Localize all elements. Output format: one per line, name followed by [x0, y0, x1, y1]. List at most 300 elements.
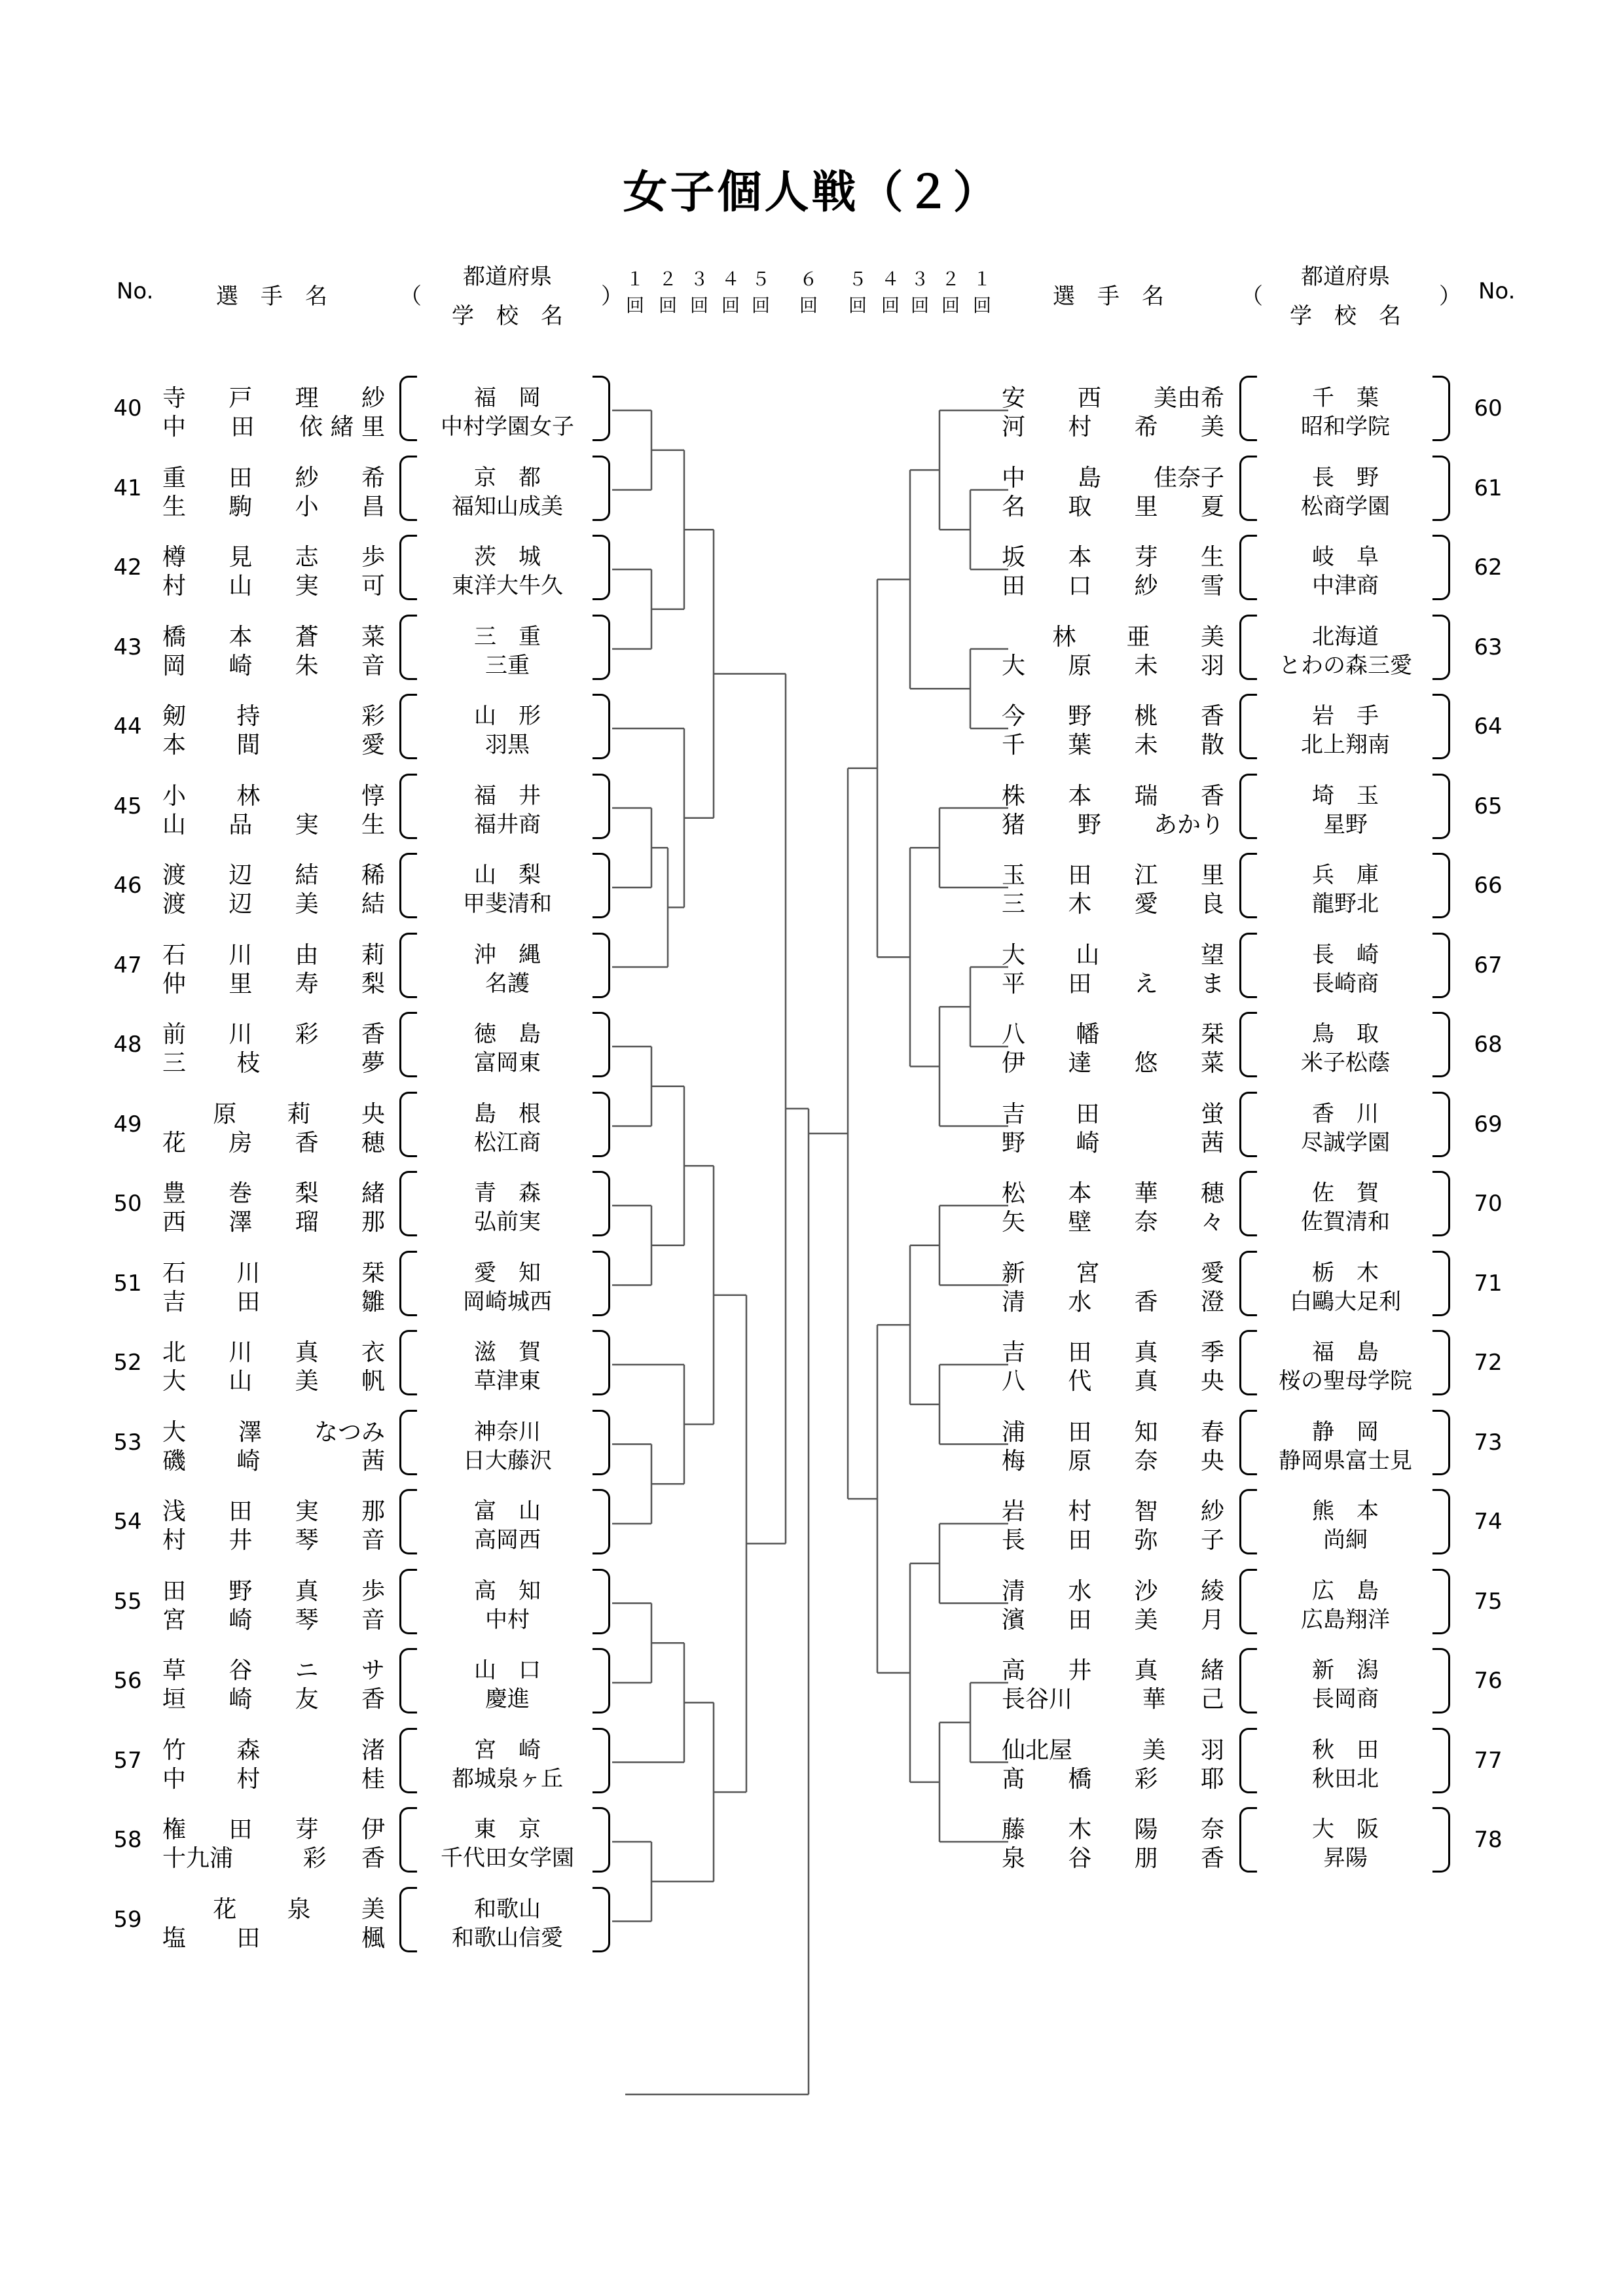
name-part: 愛: [1134, 891, 1158, 918]
name-part: 実: [295, 1498, 319, 1525]
name-part: ま: [1200, 970, 1224, 997]
name-part: 田: [1076, 1100, 1100, 1128]
entry-number: 66: [1474, 872, 1503, 899]
header-pref-left: 都道府県: [463, 264, 552, 290]
player-name: [162, 567, 385, 601]
entry-number: 76: [1474, 1668, 1503, 1694]
school-name: 福井商: [474, 811, 541, 838]
name-part: 田: [1068, 1527, 1092, 1554]
round-number-left: １: [625, 268, 645, 290]
entry-number: 60: [1474, 395, 1503, 422]
school-name: とわの森三愛: [1279, 652, 1412, 679]
prefecture: 長 野: [1312, 464, 1379, 491]
name-part: 雪: [1200, 573, 1224, 600]
name-part: 栞: [361, 1259, 385, 1287]
school-name: 松商学園: [1301, 493, 1390, 520]
name-part: 藤: [1002, 1816, 1026, 1843]
player-name: [162, 1363, 385, 1396]
name-part: 美: [295, 891, 319, 918]
name-part: 林: [1052, 623, 1076, 651]
name-part: 生: [361, 811, 385, 838]
name-part: 坂: [1002, 544, 1026, 571]
header-paren-close-right: ）: [1439, 283, 1461, 310]
name-part: 辺: [228, 891, 253, 918]
name-part: 吉: [1002, 1100, 1026, 1128]
school-name: 長崎商: [1312, 970, 1379, 997]
name-part: 矢: [1002, 1209, 1026, 1236]
name-part: 岡: [162, 652, 187, 679]
name-part: 真: [295, 1339, 319, 1366]
school-name: 佐賀清和: [1301, 1209, 1390, 1235]
name-part: 未: [1134, 732, 1158, 759]
name-part: 岩: [1002, 1498, 1026, 1525]
name-part: 里: [1134, 493, 1158, 520]
name-part: 奈: [1134, 1447, 1158, 1475]
player-name: [162, 1522, 385, 1555]
school-name: 富岡東: [474, 1050, 541, 1076]
school-name: 名護: [485, 970, 530, 997]
name-part: 口: [1068, 573, 1092, 600]
name-part: 央: [361, 1100, 385, 1128]
name-part: 取: [1068, 493, 1092, 520]
name-part: 本: [1068, 782, 1092, 810]
name-part: 谷: [228, 1657, 253, 1684]
name-part: 田: [1002, 573, 1026, 600]
name-part: 大: [1002, 652, 1026, 679]
name-part: 香: [1200, 1845, 1224, 1872]
name-part: 達: [1068, 1050, 1092, 1077]
name-part: 野: [1077, 811, 1101, 838]
name-part: 々: [1200, 1209, 1224, 1236]
name-part: 衣: [361, 1339, 385, 1366]
header-school-right: 学 校 名: [1290, 303, 1401, 329]
name-part: 野: [228, 1577, 253, 1605]
round-number-left: ３: [689, 268, 709, 290]
player-name: [1002, 1602, 1224, 1635]
round-number-left: ４: [721, 268, 740, 290]
school-name: 都城泉ヶ丘: [452, 1765, 563, 1792]
name-part: 香: [361, 1845, 385, 1872]
school-name: 星野: [1323, 811, 1368, 838]
name-part: 彩: [1134, 1765, 1158, 1793]
name-part: 磯: [162, 1447, 187, 1475]
round-mark-left: 回: [721, 295, 740, 316]
player-name: [1002, 408, 1224, 442]
name-part: 十九浦: [162, 1845, 234, 1872]
name-part: 西: [1077, 385, 1101, 412]
name-part: 橋: [1068, 1765, 1092, 1793]
prefecture: 富 山: [474, 1498, 541, 1524]
prefecture: 島 根: [474, 1100, 541, 1127]
prefecture: 三 重: [474, 623, 541, 650]
name-part: 弥: [1134, 1527, 1158, 1554]
name-part: 原: [213, 1100, 237, 1128]
name-part: 垣: [162, 1686, 187, 1713]
round-number-right: １: [972, 268, 992, 290]
prefecture: 秋 田: [1312, 1736, 1379, 1763]
name-part: 田: [230, 414, 255, 440]
name-part: 瑠: [295, 1209, 319, 1236]
name-part: 羽: [1200, 652, 1224, 679]
name-part: 小: [162, 782, 187, 810]
name-part: 河: [1002, 414, 1026, 440]
name-part: 重: [162, 464, 187, 492]
player-name: [1002, 1045, 1224, 1078]
name-part: 田: [236, 1924, 261, 1952]
name-part: 散: [1200, 732, 1224, 759]
name-part: 泉: [287, 1895, 311, 1923]
player-name: [1002, 1840, 1224, 1873]
prefecture: 福 島: [1312, 1339, 1379, 1365]
page-title: 女子個人戦（２）: [623, 167, 1000, 219]
name-part: 希: [361, 464, 385, 492]
prefecture: 神奈川: [474, 1418, 541, 1445]
name-part: 枝: [236, 1050, 261, 1077]
name-part: 江: [1134, 862, 1158, 889]
entry-number: 57: [113, 1747, 142, 1774]
name-part: 泉: [1002, 1845, 1026, 1872]
prefecture: 埼 玉: [1312, 782, 1379, 809]
name-part: 緒: [1200, 1657, 1224, 1684]
player-name: [162, 647, 385, 681]
name-part: 紗: [1200, 1498, 1224, 1525]
school-name: 尽誠学園: [1301, 1129, 1390, 1156]
name-part: 渚: [361, 1736, 385, 1764]
name-part: 本: [228, 623, 253, 651]
name-part: 長: [1002, 1527, 1026, 1554]
name-part: 澤: [228, 1209, 253, 1236]
prefecture: 宮 崎: [474, 1736, 541, 1763]
name-part: 石: [162, 941, 187, 969]
name-part: 渡: [162, 891, 187, 918]
header-player-left: 選 手 名: [216, 283, 327, 310]
name-part: 桃: [1134, 703, 1158, 730]
name-part: 竹: [162, 1736, 187, 1764]
school-name: 白鷗大足利: [1290, 1288, 1401, 1315]
name-part: 草: [162, 1657, 187, 1684]
name-part: 村: [162, 573, 187, 600]
player-name: [162, 1045, 385, 1078]
name-part: 本: [1068, 1180, 1092, 1207]
school-name: 秋田北: [1312, 1765, 1379, 1792]
name-part: 梅: [1002, 1447, 1026, 1475]
name-part: 葉: [1068, 732, 1092, 759]
prefecture: 茨 城: [474, 544, 541, 570]
name-part: 崎: [228, 1606, 253, 1634]
name-part: 羽: [1200, 1736, 1224, 1764]
round-mark-left: 回: [625, 295, 645, 316]
entry-number: 75: [1474, 1588, 1503, 1615]
school-name: 和歌山信愛: [452, 1924, 563, 1951]
name-part: 美: [1200, 623, 1224, 651]
name-part: 佳奈子: [1153, 464, 1224, 492]
name-part: 志: [295, 544, 319, 571]
name-part: 央: [1200, 1447, 1224, 1475]
name-part: 田: [236, 1288, 261, 1316]
name-part: 山: [228, 1368, 253, 1395]
name-part: 紗: [1134, 573, 1158, 600]
name-part: 井: [228, 1527, 253, 1554]
prefecture: 新 潟: [1312, 1657, 1379, 1683]
name-part: 谷: [1068, 1845, 1092, 1872]
name-part: 里: [228, 970, 253, 997]
entry-number: 68: [1474, 1031, 1503, 1058]
prefecture: 熊 本: [1312, 1498, 1379, 1524]
name-part: 悠: [1134, 1050, 1158, 1077]
name-part: 蛍: [1200, 1100, 1224, 1128]
school-name: 広島翔洋: [1301, 1606, 1390, 1633]
name-part: 房: [228, 1129, 253, 1157]
name-part: 香: [1134, 1288, 1158, 1316]
header-paren-open-right: （: [1241, 283, 1263, 310]
school-name: 昭和学院: [1301, 414, 1390, 440]
player-name: [1002, 567, 1224, 601]
name-part: 中: [162, 414, 187, 440]
name-part: 彩: [361, 703, 385, 730]
entry-number: 50: [113, 1191, 142, 1217]
name-part: 花: [162, 1129, 187, 1157]
entry-number: 55: [113, 1588, 142, 1615]
name-part: 宮: [162, 1606, 187, 1634]
name-part: 浦: [1002, 1418, 1026, 1446]
name-part: 伊: [1002, 1050, 1026, 1077]
school-name: 千代田女学園: [441, 1845, 574, 1871]
round-number-left: ５: [751, 268, 771, 290]
round-number-left: ２: [658, 268, 678, 290]
name-part: 真: [1134, 1339, 1158, 1366]
name-part: 梨: [295, 1180, 319, 1207]
name-part: 菜: [361, 623, 385, 651]
name-part: 未: [1134, 652, 1158, 679]
entry-number: 69: [1474, 1111, 1503, 1138]
name-part: 莉: [361, 941, 385, 969]
name-part: 那: [361, 1498, 385, 1525]
name-part: 実: [295, 573, 319, 600]
school-name: 甲斐清和: [463, 891, 552, 917]
name-part: 名: [1002, 493, 1026, 520]
round-number-right: ３: [910, 268, 930, 290]
name-part: 良: [1200, 891, 1224, 918]
name-part: 栞: [1200, 1021, 1224, 1048]
player-name: [1002, 1204, 1224, 1237]
school-name: 中津商: [1312, 573, 1379, 599]
entry-number: 63: [1474, 634, 1503, 660]
name-part: 三: [162, 1050, 187, 1077]
name-part: 清: [1002, 1577, 1026, 1605]
name-part: 寺: [162, 385, 187, 412]
player-name: [1002, 647, 1224, 681]
school-name: 中村学園女子: [441, 414, 574, 440]
name-part: 野: [1002, 1129, 1026, 1157]
school-name: 桜の聖母学院: [1279, 1368, 1412, 1394]
prefecture: 佐 賀: [1312, 1180, 1379, 1206]
name-part: 本: [162, 732, 187, 759]
name-part: あかり: [1153, 811, 1224, 838]
player-name: [162, 1920, 385, 1953]
name-part: 月: [1200, 1606, 1224, 1634]
school-name: 草津東: [474, 1368, 541, 1394]
name-part: 持: [236, 703, 261, 730]
name-part: 木: [1068, 1816, 1092, 1843]
name-part: 吉: [1002, 1339, 1026, 1366]
name-part: 前: [162, 1021, 187, 1048]
name-part: 奈: [1200, 1816, 1224, 1843]
header-pref-right: 都道府県: [1301, 264, 1390, 290]
prefecture: 大 阪: [1312, 1816, 1379, 1842]
name-part: 玉: [1002, 862, 1026, 889]
name-part: 高: [1002, 1657, 1026, 1684]
name-part: 木: [1068, 891, 1092, 918]
prefecture: 山 梨: [474, 862, 541, 888]
name-part: 伊: [361, 1816, 385, 1843]
name-part: 崎: [1076, 1129, 1100, 1157]
school-name: 昇陽: [1323, 1845, 1368, 1871]
name-part: 山: [1076, 941, 1100, 969]
school-name: 岡崎城西: [463, 1288, 552, 1315]
name-part: 里: [1200, 862, 1224, 889]
header-paren-close-left: ）: [601, 283, 623, 310]
round-mark-left: 回: [689, 295, 709, 316]
entry-number: 74: [1474, 1509, 1503, 1535]
name-part: 奈: [1134, 1209, 1158, 1236]
name-part: 雛: [361, 1288, 385, 1316]
name-part: 美: [361, 1895, 385, 1923]
name-part: 美由希: [1153, 385, 1224, 412]
name-part: 朋: [1134, 1845, 1158, 1872]
name-part: 川: [228, 1339, 253, 1366]
name-part: 華: [1134, 1180, 1158, 1207]
name-part: 塩: [162, 1924, 187, 1952]
name-part: 稀: [361, 862, 385, 889]
entry-number: 70: [1474, 1191, 1503, 1217]
player-name: [162, 965, 385, 999]
name-part: 水: [1068, 1288, 1092, 1316]
header-no-right: No.: [1478, 278, 1516, 304]
prefecture: 広 島: [1312, 1577, 1379, 1604]
name-part: サ: [361, 1657, 385, 1684]
name-part: 川: [228, 1021, 253, 1048]
name-part: 友: [295, 1686, 319, 1713]
name-part: 濱: [1002, 1606, 1026, 1634]
player-name: [162, 1840, 385, 1873]
prefecture: 長 崎: [1312, 941, 1379, 968]
player-name: [162, 1443, 385, 1476]
entry-number: 52: [113, 1350, 142, 1376]
name-part: 美: [1142, 1736, 1166, 1764]
player-name: [162, 1283, 385, 1317]
school-name: 中村: [485, 1606, 530, 1633]
name-part: 崎: [236, 1447, 261, 1475]
name-part: 歩: [361, 544, 385, 571]
entry-number: 53: [113, 1429, 142, 1456]
player-name: [162, 1204, 385, 1237]
name-part: 季: [1200, 1339, 1224, 1366]
name-part: 穂: [361, 1129, 385, 1157]
name-part: 山: [228, 573, 253, 600]
player-name: [162, 1602, 385, 1635]
name-part: 八: [1002, 1368, 1026, 1395]
round-mark-right: 回: [881, 295, 900, 316]
name-part: 橋: [162, 623, 187, 651]
header-school-left: 学 校 名: [452, 303, 563, 329]
player-name: [162, 408, 385, 442]
entry-number: 62: [1474, 554, 1503, 581]
name-part: 美: [1200, 414, 1224, 440]
name-part: 大: [162, 1368, 187, 1395]
name-part: 清: [1002, 1288, 1026, 1316]
name-part: 小: [295, 493, 319, 520]
name-part: 生: [162, 493, 187, 520]
name-part: 瑞: [1134, 782, 1158, 810]
name-part: 吉: [162, 1288, 187, 1316]
prefecture: 岐 阜: [1312, 544, 1379, 570]
name-part: 結: [361, 891, 385, 918]
player-name: [1002, 806, 1224, 840]
player-name: [1002, 488, 1224, 522]
player-name: [162, 1124, 385, 1158]
name-part: 実: [295, 811, 319, 838]
prefecture: 岩 手: [1312, 703, 1379, 729]
player-name: [1002, 1761, 1224, 1794]
player-name: [162, 1761, 385, 1794]
name-part: 惇: [361, 782, 385, 810]
prefecture: 北海道: [1312, 623, 1379, 650]
name-part: 田: [1068, 970, 1092, 997]
name-part: 田: [1068, 862, 1092, 889]
player-name: [1002, 1283, 1224, 1317]
name-part: 春: [1200, 1418, 1224, 1446]
school-name: 東洋大牛久: [452, 573, 563, 599]
name-part: 井: [1068, 1657, 1092, 1684]
name-part: 見: [228, 544, 253, 571]
name-part: 間: [236, 732, 261, 759]
entry-number: 67: [1474, 952, 1503, 978]
school-name: 尚絅: [1323, 1527, 1368, 1553]
name-part: 智: [1134, 1498, 1158, 1525]
name-part: 夢: [361, 1050, 385, 1077]
name-part: 林: [236, 782, 261, 810]
name-part: 美: [295, 1368, 319, 1395]
name-part: 新: [1002, 1259, 1026, 1287]
name-part: 愛: [1200, 1259, 1224, 1287]
entry-number: 77: [1474, 1747, 1503, 1774]
name-part: 森: [236, 1736, 261, 1764]
name-part: 望: [1200, 941, 1224, 969]
name-part: 穂: [1200, 1180, 1224, 1207]
name-part: 水: [1068, 1577, 1092, 1605]
name-part: 楓: [361, 1924, 385, 1952]
entry-number: 44: [113, 713, 142, 740]
name-part: 夏: [1200, 493, 1224, 520]
entry-number: 59: [113, 1906, 142, 1933]
name-part: 川: [228, 941, 253, 969]
entry-number: 43: [113, 634, 142, 660]
name-part: 己: [1200, 1686, 1224, 1713]
round-number-right: ４: [881, 268, 900, 290]
name-part: 香: [1200, 703, 1224, 730]
name-part: 澄: [1200, 1288, 1224, 1316]
school-name: 弘前実: [474, 1209, 541, 1235]
name-part: 樽: [162, 544, 187, 571]
name-part: 茜: [1200, 1129, 1224, 1157]
player-name: [1002, 886, 1224, 919]
name-part: 猪: [1002, 811, 1026, 838]
name-part: 品: [228, 811, 253, 838]
name-part: 豊: [162, 1180, 187, 1207]
prefecture: 東 京: [474, 1816, 541, 1842]
prefecture: 和歌山: [474, 1895, 541, 1922]
name-part: 北: [162, 1339, 187, 1366]
